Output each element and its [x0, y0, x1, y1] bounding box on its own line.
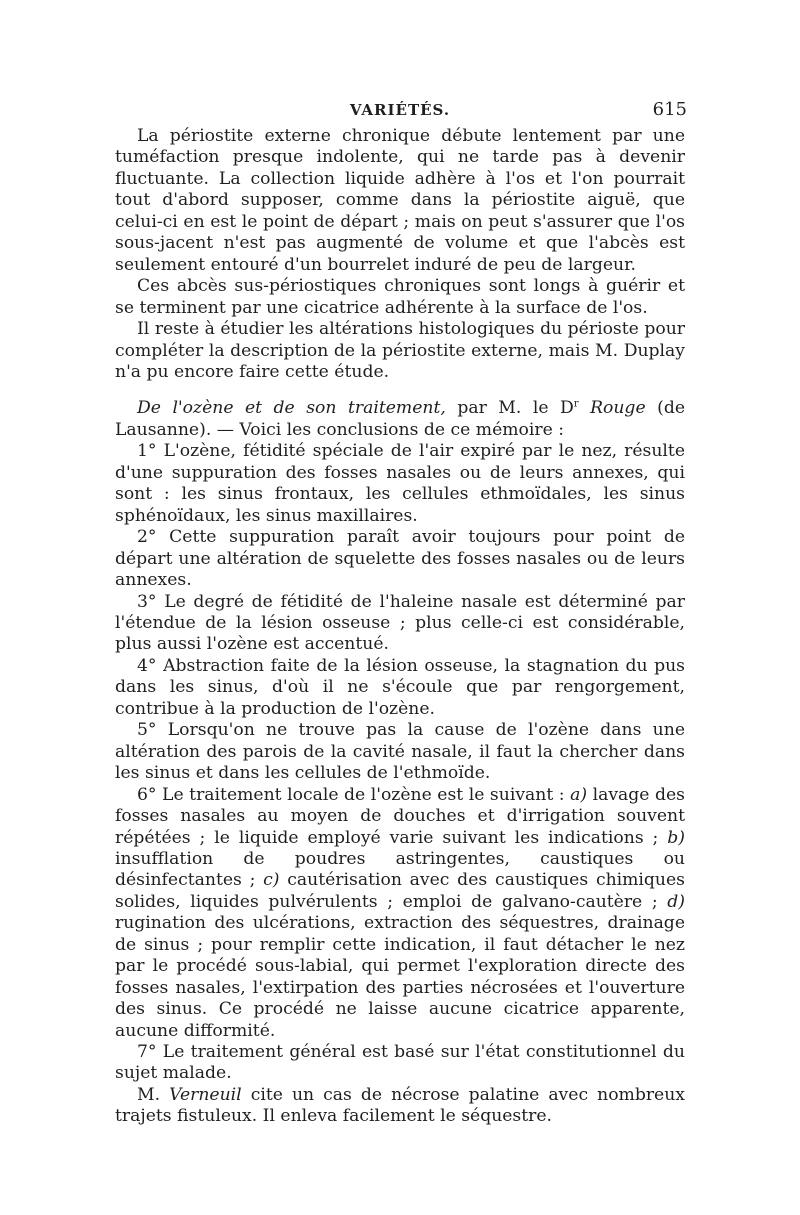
conclusion-6-part-e: rugination des ulcérations, extraction des séquestres, drainage de sinus ; pour remplir cette indication, il faut détacher le nez par le procédé sous-labial, qui permet l'exploration directe des fosses nasales, l'extirpation des parties nécrosées et l'ouverture des sinus. Ce procédé ne laisse aucune cicatrice apparente, aucune difformité.: [115, 913, 685, 1041]
verneuil-prefix: M.: [137, 1084, 170, 1105]
conclusion-3: 3° Le degré de fétidité de l'haleine nasale est déterminé par l'étendue de la lésion osseuse ; plus celle-ci est considérable, plus aussi l'ozène est accentué.: [115, 591, 685, 655]
section-by: par M. le D: [445, 398, 574, 419]
paragraph-abces: Ces abcès sus-périostiques chroniques sont longs à guérir et se terminent par une cicatrice adhérente à la surface de l'os.: [115, 276, 685, 318]
paragraph-verneuil: [115, 1085, 685, 1128]
conclusion-6-part-b: lavage des fosses nasales au moyen de douches et d'irrigation souvent répétées ; le liquide employé varie suivant les indications ;: [115, 784, 685, 848]
section-author: Rouge: [590, 398, 646, 419]
verneuil-text: cite un cas de nécrose palatine avec nombreux trajets fistuleux. Il enleva facilement le séquestre.: [115, 1084, 685, 1127]
conclusion-6-part-c: insufflation de poudres astringentes, caustiques ou désinfectantes ;: [115, 848, 685, 891]
body-text: [115, 126, 685, 1128]
verneuil-name: Verneuil: [169, 1084, 242, 1105]
conclusion-6-label-a: a): [570, 784, 588, 805]
paragraph-etude-histologique: Il reste à étudier les altérations histologiques du périoste pour compléter la description de la périostite externe, mais M. Duplay n'a pu encore faire cette étude.: [115, 319, 685, 382]
running-head: [115, 100, 685, 124]
conclusion-6-label-b: b): [667, 827, 685, 848]
conclusion-5: 5° Lorsqu'on ne trouve pas la cause de l'ozène dans une altération des parois de la cavité nasale, il faut la chercher dans les sinus et dans les cellules de l'ethmoïde.: [115, 720, 685, 784]
section-title: De l'ozène et de son traitement,: [137, 398, 446, 419]
conclusion-4: 4° Abstraction faite de la lésion osseuse, la stagnation du pus dans les sinus, d'où il ne s'écoule que par rengorgement, contribue à la production de l'ozène.: [115, 655, 685, 719]
conclusion-6-part-a: 6° Le traitement locale de l'ozène est le suivant :: [137, 784, 571, 805]
page-number: 615: [652, 99, 687, 120]
conclusion-7: 7° Le traitement général est basé sur l'état constitutionnel du sujet malade.: [115, 1042, 685, 1084]
conclusion-6-part-d: cautérisation avec des caustiques chimiques solides, liquides pulvérulents ; emploi de galvano-cautère ;: [115, 870, 685, 912]
section-heading: [115, 398, 685, 441]
section-dr-sup: r: [573, 398, 579, 410]
section-affiliation: (de Lausanne). —: [115, 398, 686, 440]
running-title: VARIÉTÉS.: [349, 101, 451, 119]
conclusion-2: 2° Cette suppuration paraît avoir toujours pour point de départ une altération de squelette des fosses nasales ou de leurs annexes.: [115, 527, 685, 591]
conclusion-6: [115, 785, 685, 1042]
section-gap: [115, 383, 685, 398]
conclusion-6-label-c: c): [263, 870, 280, 891]
section-intro: Voici les conclusions de ce mémoire :: [239, 419, 565, 440]
paragraph-periostite-description: La périostite externe chronique débute lentement par une tuméfaction presque indolente, qui ne tarde pas à devenir fluctuante. La collection liquide adhère à l'os et l'on pourrait tout d'abord supposer, comme dans la périostite aiguë, que celui-ci en est le point de départ ; mais on peut s'assurer que l'os sous-jacent n'est pas augmenté de volume et que l'abcès est seulement entouré d'un bourrelet induré de peu de largeur.: [115, 126, 685, 275]
conclusion-1: 1° L'ozène, fétidité spéciale de l'air expiré par le nez, résulte d'une suppuration des fosses nasales ou de leurs annexes, qui sont : les sinus frontaux, les cellules ethmoïdales, les sinus sphénoïdaux, les sinus maxillaires.: [115, 441, 685, 526]
conclusion-6-label-d: d): [667, 891, 685, 912]
